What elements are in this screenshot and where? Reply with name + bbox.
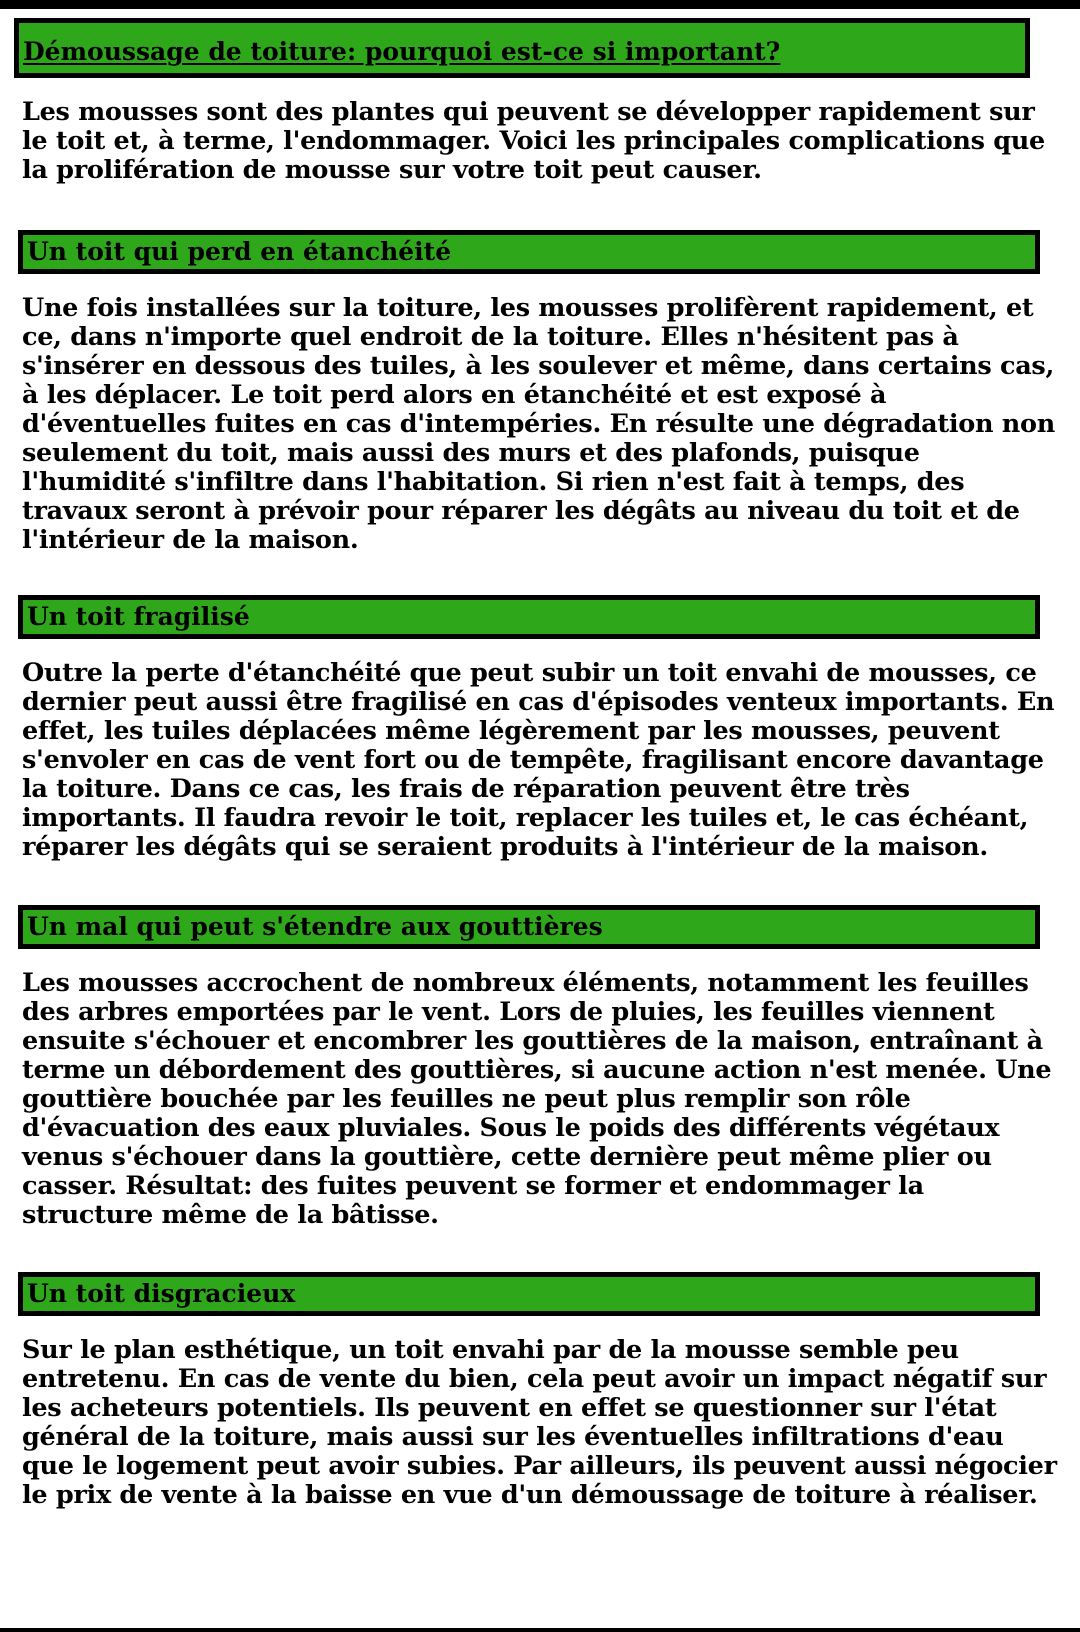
intro-paragraph: Les mousses sont des plantes qui peuvent se développer rapidement sur le toit et, à terme, l'endommager. Voici les principales complications que la prolifération de mousse sur votre toit peut causer. [22,97,1045,185]
section-heading: Un mal qui peut s'étendre aux gouttières [27,912,603,941]
section-header-etancheite [18,230,1040,274]
section-heading: Un toit qui perd en étanchéité [27,237,452,266]
article-title: Démoussage de toiture: pourquoi est-ce si important? [23,37,781,66]
article-title-box [14,18,1030,78]
section-body-disgracieux: Sur le plan esthétique, un toit envahi par de la mousse semble peu entretenu. En cas de vente du bien, cela peut avoir un impact négatif sur les acheteurs potentiels. Ils peuvent en effet se questionner sur l'état général de la toiture, mais aussi sur les éventuelles infiltrations d'eau que le logement peut avoir subies. Par ailleurs, ils peuvent aussi négocier le prix de vente à la baisse en vue d'un démoussage de toiture à réaliser. [22,1335,1057,1510]
section-body-fragilise: Outre la perte d'étanchéité que peut subir un toit envahi de mousses, ce dernier peut aussi être fragilisé en cas d'épisodes venteux importants. En effet, les tuiles déplacées même légèrement par les mousses, peuvent s'envoler en cas de vent fort ou de tempête, fragilisant encore davantage la toiture. Dans ce cas, les frais de réparation peuvent être très importants. Il faudra revoir le toit, replacer les tuiles et, le cas échéant, réparer les dégâts qui se seraient produits à l'intérieur de la maison. [22,658,1055,862]
section-body-etancheite: Une fois installées sur la toiture, les mousses prolifèrent rapidement, et ce, dans n'importe quel endroit de la toiture. Elles n'hésitent pas à s'insérer en dessous des tuiles, à les soulever et même, dans certains cas, à les déplacer. Le toit perd alors en étanchéité et est exposé à d'éventuelles fuites en cas d'intempéries. En résulte une dégradation non seulement du toit, mais aussi des murs et des plafonds, puisque l'humidité s'infiltre dans l'habitation. Si rien n'est fait à temps, des travaux seront à prévoir pour réparer les dégâts au niveau du toit et de l'intérieur de la maison. [22,293,1055,555]
section-heading: Un toit disgracieux [27,1279,296,1308]
top-border [0,0,1080,9]
section-header-fragilise [18,595,1040,639]
section-header-disgracieux [18,1272,1040,1316]
section-body-gouttieres: Les mousses accrochent de nombreux éléments, notamment les feuilles des arbres emportées par le vent. Lors de pluies, les feuilles viennent ensuite s'échouer et encombrer les gouttières de la maison, entraînant à terme un débordement des gouttières, si aucune action n'est menée. Une gouttière bouchée par les feuilles ne peut plus remplir son rôle d'évacuation des eaux pluviales. Sous le poids des différents végétaux venus s'échouer dans la gouttière, cette dernière peut même plier ou casser. Résultat: des fuites peuvent se former et endommager la structure même de la bâtisse. [22,968,1052,1230]
section-heading: Un toit fragilisé [27,602,250,631]
bottom-border [0,1628,1080,1632]
section-header-gouttieres [18,905,1040,949]
